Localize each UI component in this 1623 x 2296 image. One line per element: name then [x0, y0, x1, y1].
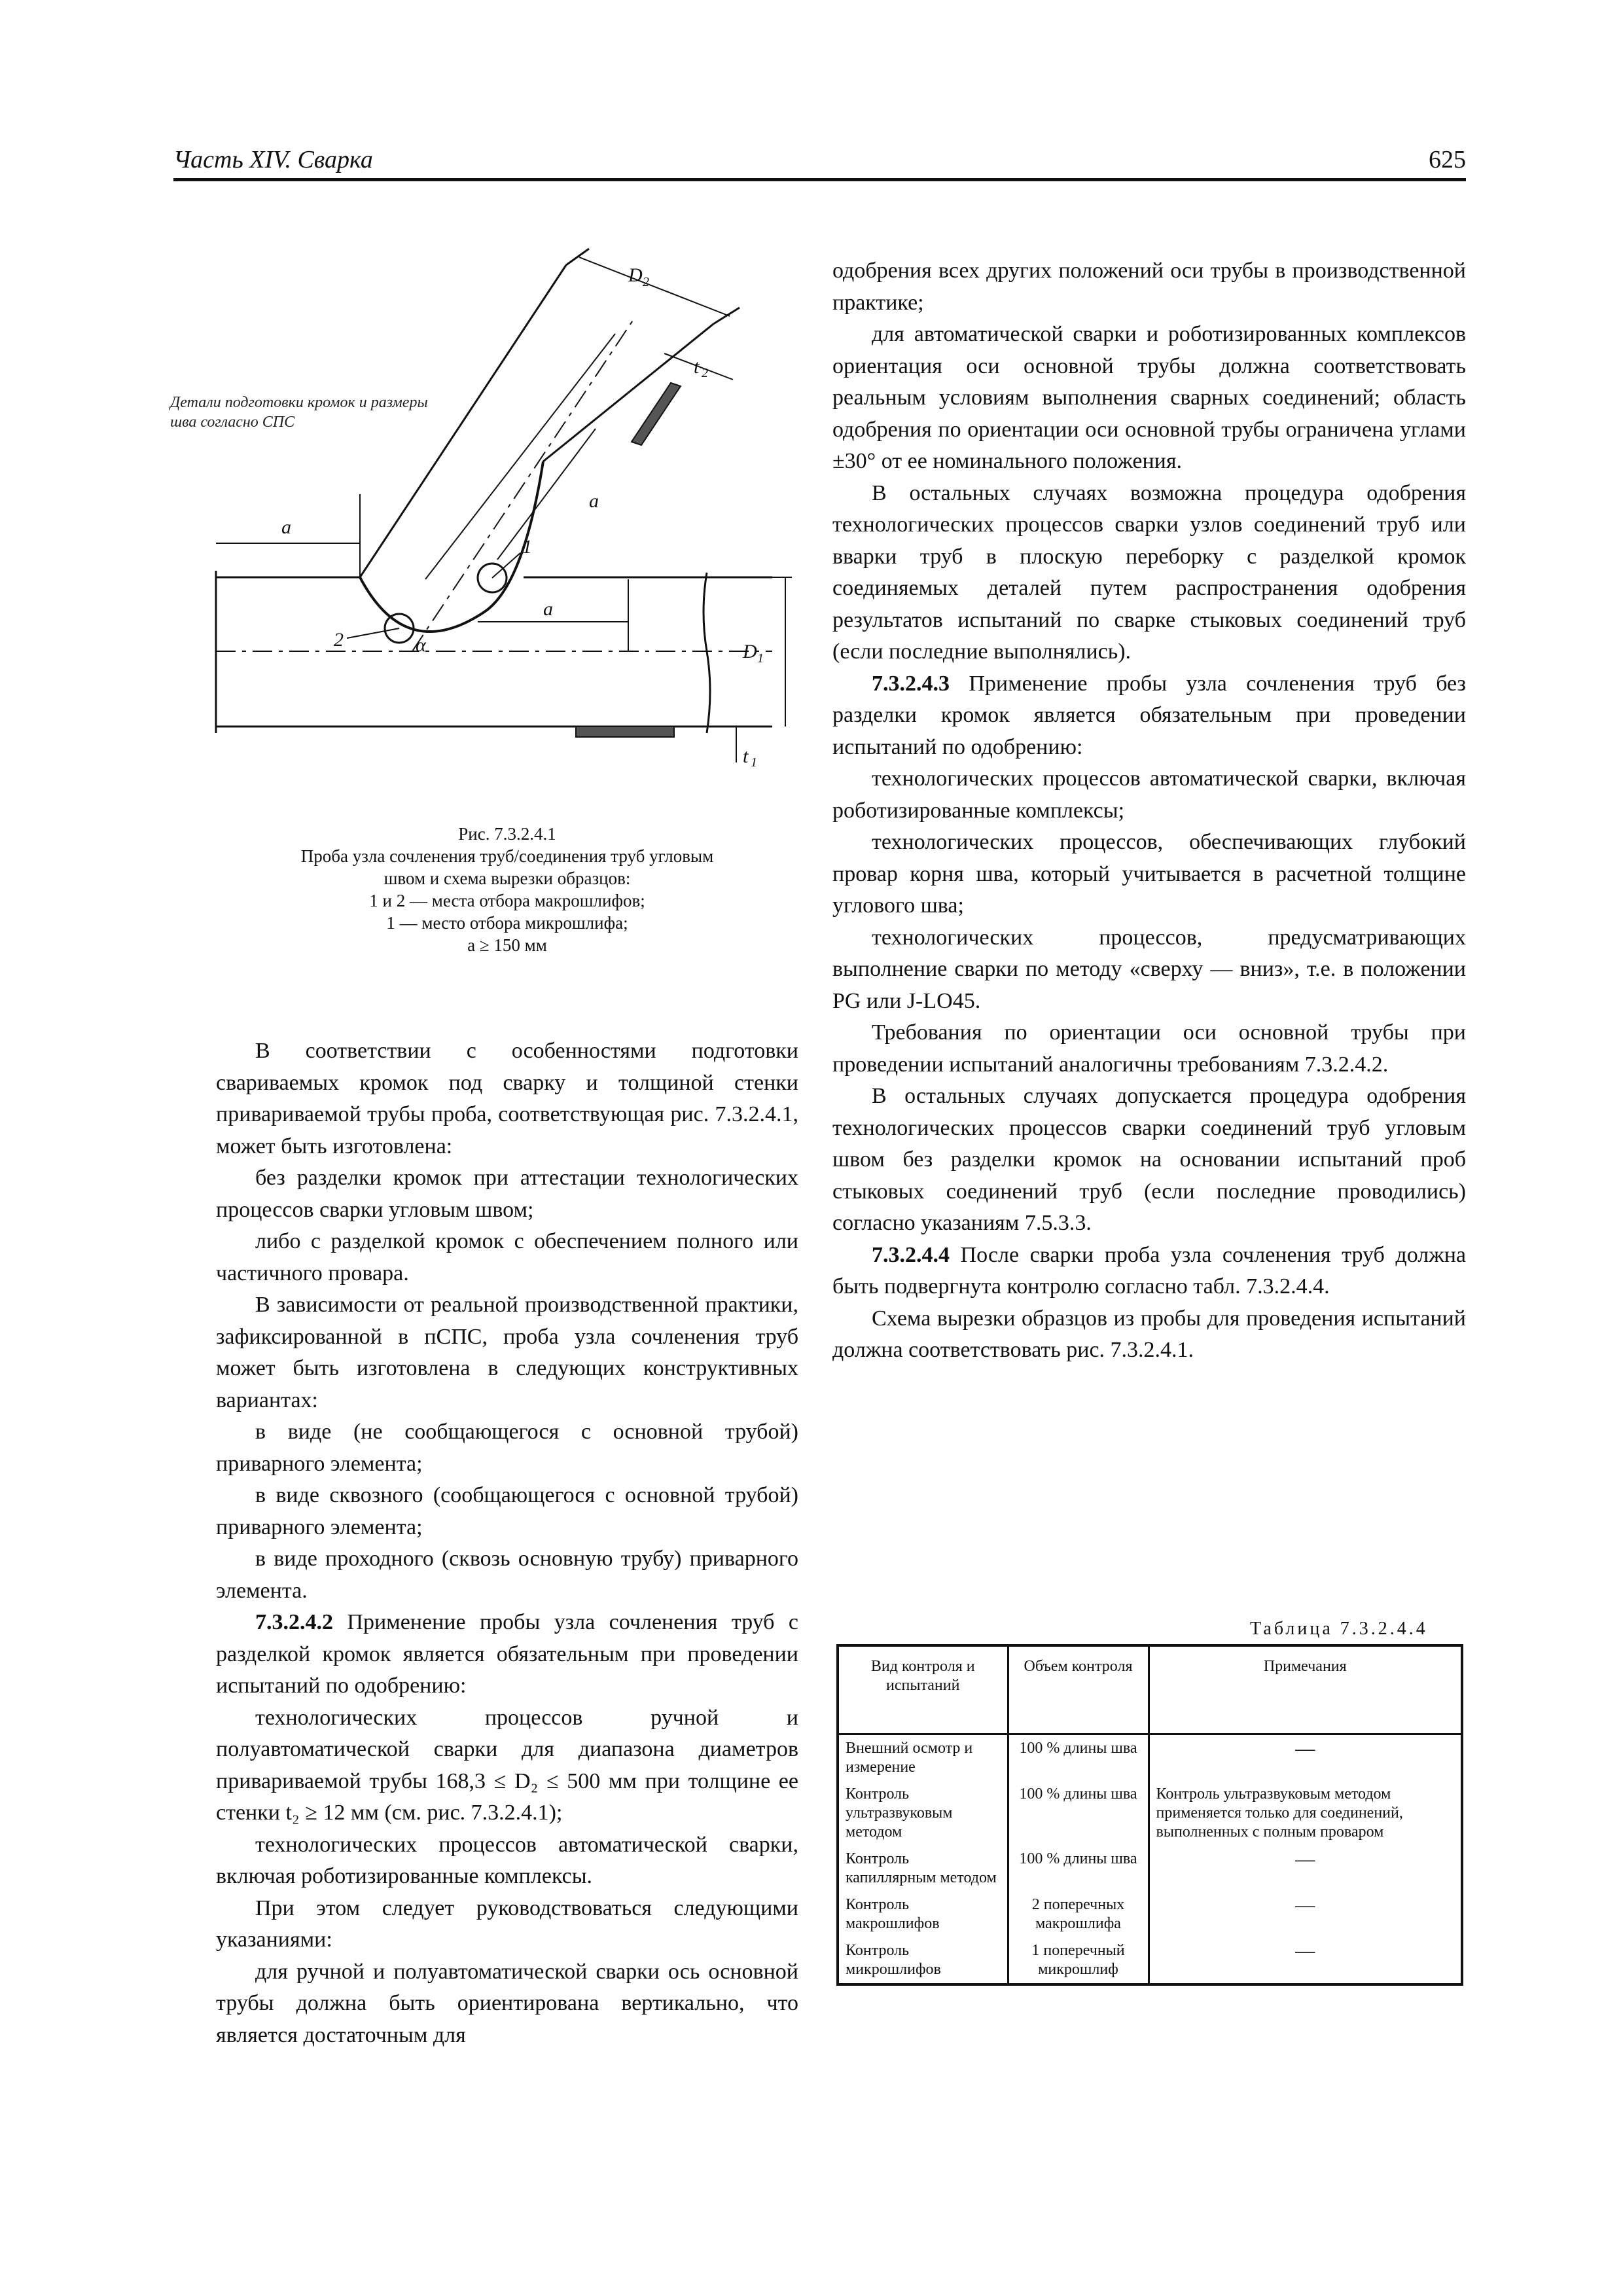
- caption-line-5: a ≥ 150 мм: [467, 935, 547, 955]
- table-cell: 100 % длины шва: [1008, 1846, 1149, 1892]
- table-cell: —: [1149, 1937, 1462, 1984]
- table-cell: —: [1149, 1734, 1462, 1782]
- paragraph: технологических процессов автоматической сварки, включая роботизированные комплексы.: [216, 1832, 798, 1888]
- clause-number: 7.3.2.4.3: [872, 671, 950, 696]
- paragraph: В соответствии с особенностями подготовки свариваемых кромок под сварку и толщиной стенки привариваемой трубы проба, соответствующая рис. 7.3.2.4.1, может быть изготовлена:: [216, 1039, 798, 1158]
- paragraph: одобрения всех других положений оси трубы в производственной практике;: [832, 259, 1466, 315]
- figure-caption: [216, 823, 798, 956]
- table-cell: —: [1149, 1892, 1462, 1937]
- label-d1: D: [743, 641, 757, 662]
- column-header: Вид контроля и испытаний: [838, 1645, 1008, 1734]
- paragraph: технологических процессов, предусматривающих выполнение сварки по методу «сверху — вниз», т.е. в положении PG или J-LO45.: [832, 925, 1466, 1013]
- paragraph: в виде (не сообщающегося с основной трубой) приварного элемента;: [216, 1420, 798, 1476]
- paragraph: в виде проходного (сквозь основную трубу) приварного элемента.: [216, 1547, 798, 1603]
- svg-text:2: 2: [702, 366, 708, 380]
- paragraph: В остальных случаях допускается процедура одобрения технологических процессов сварки соединений труб угловым швом без разделки кромок на основании испытаний проб стыковых соединений труб (если последние проводились) согласно указаниям 7.5.3.3.: [832, 1084, 1466, 1235]
- paragraph: При этом следует руководствоваться следующими указаниями:: [216, 1895, 798, 1952]
- table-title: Таблица 7.3.2.4.4: [1250, 1619, 1428, 1639]
- paragraph: Требования по ориентации оси основной трубы при проведении испытаний аналогичны требованиям 7.3.2.4.2.: [832, 1020, 1466, 1077]
- label-2: 2: [334, 629, 344, 651]
- table-row: [838, 1937, 1462, 1984]
- figure-pipe-joint: [170, 245, 798, 815]
- svg-text:2: 2: [643, 275, 649, 289]
- clause-7-3-2-4-3: 7.3.2.4.3 Применение пробы узла сочленения труб без разделки кромок является обязательным при проведении испытаний по одобрению:: [832, 671, 1466, 759]
- paragraph: без разделки кромок при аттестации технологических процессов сварки угловым швом;: [216, 1166, 798, 1222]
- paragraph: для ручной и полуавтоматической сварки ось основной трубы должна быть ориентирована вертикально, что является достаточным для: [216, 1959, 798, 2047]
- figure-note: Детали подготовки кромок и размеры шва согласно СПС: [170, 394, 428, 431]
- svg-text:1: 1: [751, 755, 757, 770]
- clause-number: 7.3.2.4.2: [255, 1610, 333, 1634]
- column-header: Примечания: [1149, 1645, 1462, 1734]
- running-title: Часть XIV. Сварка: [173, 146, 373, 173]
- label-a-right: a: [543, 598, 553, 620]
- page-header: [173, 145, 1466, 181]
- svg-text:1: 1: [757, 651, 764, 666]
- paragraph: либо с разделкой кромок с обеспечением полного или частичного провара.: [216, 1229, 798, 1285]
- table-cell: 1 поперечный микрошлиф: [1008, 1937, 1149, 1984]
- table-cell: 2 поперечных макрошлифа: [1008, 1892, 1149, 1937]
- label-d2: D: [628, 264, 643, 286]
- label-a-left: a: [281, 516, 291, 538]
- table-header-row: [838, 1645, 1462, 1734]
- paragraph: для автоматической сварки и роботизированных комплексов ориентация оси основной трубы должна соответствовать реальным условиям выполнения сварных соединений; область одобрения по ориентации оси основной трубы ограничена углами ±30° от ее номинального положения.: [832, 322, 1466, 473]
- pipe-joint-diagram: [209, 245, 798, 815]
- caption-line-2: швом и схема вырезки образцов:: [383, 869, 631, 888]
- label-a-branch: a: [589, 490, 599, 512]
- page-number: 625: [1429, 146, 1466, 173]
- paragraph: В остальных случаях возможна процедура одобрения технологических процессов сварки узлов соединений труб или вварки труб в плоскую переборку с разделкой кромок соединяемых деталей путем распространения одобрения результатов испытаний по сварке стыковых соединений труб (если последние выполнялись).: [832, 480, 1466, 664]
- caption-line-1: Проба узла сочленения труб/соединения труб угловым: [300, 846, 714, 866]
- paragraph: технологических процессов ручной и полуавтоматической сварки для диапазона диаметров привариваемой трубы 168,3 ≤ D₂ ≤ 500 мм при толщине ее стенки t₂ ≥ 12 мм (см. рис. 7.3.2.4.1);: [216, 1705, 798, 1825]
- table-cell: 100 % длины шва: [1008, 1781, 1149, 1846]
- table-cell: Контроль ультразвуковым методом: [838, 1781, 1008, 1846]
- inspection-table: [836, 1644, 1463, 1986]
- paragraph: Схема вырезки образцов из пробы для проведения испытаний должна соответствовать рис. 7.3.2.4.1.: [832, 1306, 1466, 1362]
- label-1: 1: [522, 536, 532, 558]
- left-column: [216, 1035, 798, 2051]
- label-t2: t: [694, 356, 700, 378]
- table-cell: 100 % длины шва: [1008, 1734, 1149, 1782]
- clause-7-3-2-4-2: 7.3.2.4.2 Применение пробы узла сочленения труб с разделкой кромок является обязательным при проведении испытаний по одобрению:: [216, 1610, 798, 1698]
- column-header: Объем контроля: [1008, 1645, 1149, 1734]
- table-cell: —: [1149, 1846, 1462, 1892]
- table-cell: Контроль капиллярным методом: [838, 1846, 1008, 1892]
- paragraph: в виде сквозного (сообщающегося с основной трубой) приварного элемента;: [216, 1483, 798, 1539]
- right-column: [832, 255, 1466, 1367]
- table-row: [838, 1892, 1462, 1937]
- paragraph: В зависимости от реальной производственной практики, зафиксированной в пСПС, проба узла сочленения труб может быть изготовлена в следующих конструктивных вариантах:: [216, 1293, 798, 1412]
- table-row: [838, 1846, 1462, 1892]
- clause-number: 7.3.2.4.4: [872, 1242, 950, 1267]
- table-row: [838, 1781, 1462, 1846]
- paragraph: технологических процессов автоматической сварки, включая роботизированные комплексы;: [832, 766, 1466, 823]
- table-cell: Внешний осмотр и измерение: [838, 1734, 1008, 1782]
- table-row: [838, 1734, 1462, 1782]
- caption-line-4: 1 — место отбора микрошлифа;: [386, 913, 628, 933]
- table-cell: Контроль ультразвуковым методом применяется только для соединений, выполненных с полным проваром: [1149, 1781, 1462, 1846]
- caption-number: Рис. 7.3.2.4.1: [458, 824, 556, 844]
- table-cell: Контроль макрошлифов: [838, 1892, 1008, 1937]
- caption-line-3: 1 и 2 — места отбора макрошлифов;: [369, 891, 645, 910]
- clause-7-3-2-4-4: 7.3.2.4.4 После сварки проба узла сочленения труб должна быть подвергнута контролю согласно табл. 7.3.2.4.4.: [832, 1242, 1466, 1299]
- paragraph: технологических процессов, обеспечивающих глубокий провар корня шва, который учитывается в расчетной толщине углового шва;: [832, 830, 1466, 918]
- label-t1: t: [743, 745, 749, 767]
- table-cell: Контроль микрошлифов: [838, 1937, 1008, 1984]
- label-alpha: α: [416, 634, 426, 656]
